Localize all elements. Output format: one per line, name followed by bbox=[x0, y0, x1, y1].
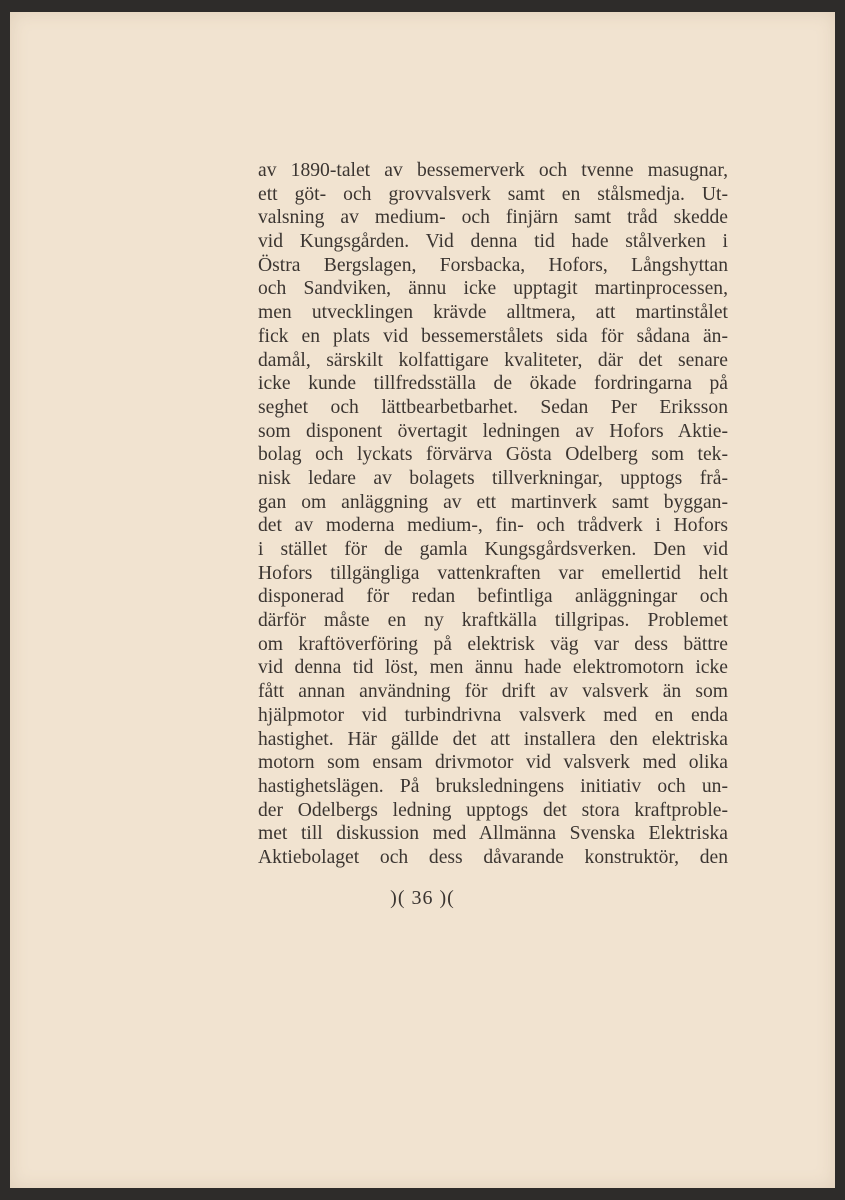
text-line: Östra Bergslagen, Forsbacka, Hofors, Långshyttan bbox=[258, 254, 728, 276]
text-line: men utvecklingen krävde alltmera, att martinstålet bbox=[258, 302, 728, 324]
text-line: valsning av medium- och finjärn samt tråd skedde bbox=[258, 207, 728, 229]
text-line: därför måste en ny kraftkälla tillgripas. Problemet bbox=[258, 610, 728, 632]
text-line: nisk ledare av bolagets tillverkningar, upptogs frå- bbox=[258, 467, 728, 489]
text-line: vid Kungsgården. Vid denna tid hade stålverken i bbox=[258, 231, 728, 253]
text-line: om kraftöverföring på elektrisk väg var dess bättre bbox=[258, 633, 728, 655]
text-line: gan om anläggning av ett martinverk samt byggan- bbox=[258, 491, 728, 513]
text-line: fick en plats vid bessemerstålets sida för sådana än- bbox=[258, 325, 728, 347]
page-number: )( 36 )( bbox=[390, 887, 455, 909]
text-line: Hofors tillgängliga vattenkraften var emellertid helt bbox=[258, 562, 728, 584]
text-line: seghet och lättbearbetbarhet. Sedan Per Eriksson bbox=[258, 396, 728, 418]
text-line: och Sandviken, ännu icke upptagit martinprocessen, bbox=[258, 278, 728, 300]
text-line: hastighetslägen. På bruksledningens initiativ och un- bbox=[258, 775, 728, 797]
document-page bbox=[10, 12, 835, 1188]
text-line: icke kunde tillfredsställa de ökade fordringarna på bbox=[258, 373, 728, 395]
text-line: bolag och lyckats förvärva Gösta Odelberg som tek- bbox=[258, 444, 728, 466]
text-line: av 1890-talet av bessemerverk och tvenne masugnar, bbox=[258, 160, 728, 181]
text-line: ett göt- och grovvalsverk samt en stålsmedja. Ut- bbox=[258, 183, 728, 205]
text-line: vid denna tid löst, men ännu hade elektromotorn icke bbox=[258, 657, 728, 679]
text-line: der Odelbergs ledning upptogs det stora kraftproble- bbox=[258, 799, 728, 821]
text-line: i stället för de gamla Kungsgårdsverken. Den vid bbox=[258, 539, 728, 560]
text-line: hastighet. Här gällde det att installera den elektriska bbox=[258, 728, 728, 750]
text-line: disponerad för redan befintliga anläggningar och bbox=[258, 586, 728, 608]
text-line: fått annan användning för drift av valsverk än som bbox=[258, 681, 728, 703]
text-line: som disponent övertagit ledningen av Hofors Aktie- bbox=[258, 420, 728, 442]
body-text bbox=[258, 159, 728, 870]
text-line: motorn som ensam drivmotor vid valsverk med olika bbox=[258, 752, 728, 774]
text-line: Aktiebolaget och dess dåvarande konstruktör, den bbox=[258, 846, 728, 868]
text-line: det av moderna medium-, fin- och trådverk i Hofors bbox=[258, 515, 728, 537]
text-line: damål, särskilt kolfattigare kvaliteter, där det senare bbox=[258, 349, 728, 371]
text-line: met till diskussion med Allmänna Svenska Elektriska bbox=[258, 823, 728, 845]
text-line: hjälpmotor vid turbindrivna valsverk med en enda bbox=[258, 704, 728, 726]
